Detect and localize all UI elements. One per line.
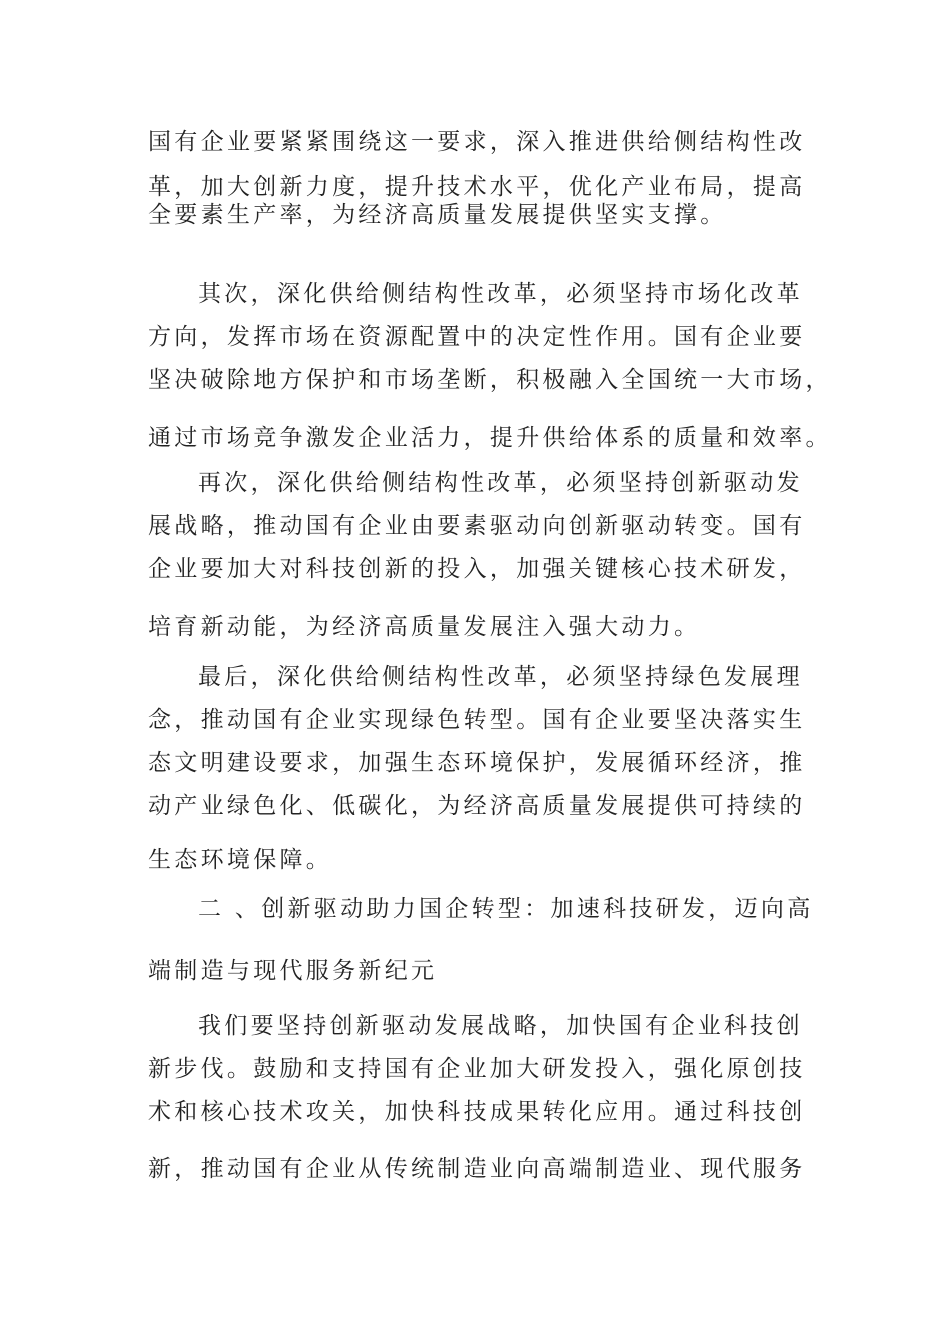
text-line: 新步伐。鼓励和支持国有企业加大研发投入，强化原创技 <box>148 1056 806 1082</box>
text-line: 态文明建设要求，加强生态环境保护，发展循环经济，推 <box>148 750 806 776</box>
paragraph-first-line: 我们要坚持创新驱动发展战略，加快国有企业科技创 <box>198 1013 803 1039</box>
text-line: 坚决破除地方保护和市场垄断，积极融入全国统一大市场， <box>148 367 832 393</box>
section-heading-continued: 端制造与现代服务新纪元 <box>148 958 438 984</box>
text-line: 通过市场竞争激发企业活力，提升供给体系的质量和效率。 <box>148 425 832 451</box>
text-line: 国有企业要紧紧围绕这一要求，深入推进供给侧结构性改 <box>148 129 806 155</box>
text-line: 新，推动国有企业从传统制造业向高端制造业、现代服务 <box>148 1156 806 1182</box>
text-line: 术和核心技术攻关，加快科技成果转化应用。通过科技创 <box>148 1099 806 1125</box>
text-line: 动产业绿色化、低碳化，为经济高质量发展提供可持续的 <box>148 793 806 819</box>
paragraph-first-line: 其次，深化供给侧结构性改革，必须坚持市场化改革 <box>198 281 803 307</box>
text-line: 企业要加大对科技创新的投入，加强关键核心技术研发， <box>148 556 806 582</box>
text-line: 全要素生产率，为经济高质量发展提供坚实支撑。 <box>148 202 727 228</box>
section-heading: 二 、创新驱动助力国企转型：加速科技研发，迈向高 <box>198 896 814 922</box>
text-line: 方向，发挥市场在资源配置中的决定性作用。国有企业要 <box>148 324 806 350</box>
text-line: 培育新动能，为经济高质量发展注入强大动力。 <box>148 614 701 640</box>
text-line: 生态环境保障。 <box>148 847 333 873</box>
text-line: 展战略，推动国有企业由要素驱动向创新驱动转变。国有 <box>148 513 806 539</box>
paragraph-first-line: 再次，深化供给侧结构性改革，必须坚持创新驱动发 <box>198 470 803 496</box>
text-line: 念，推动国有企业实现绿色转型。国有企业要坚决落实生 <box>148 707 806 733</box>
text-line: 革，加大创新力度，提升技术水平，优化产业布局，提高 <box>148 174 806 200</box>
paragraph-first-line: 最后，深化供给侧结构性改革，必须坚持绿色发展理 <box>198 664 803 690</box>
